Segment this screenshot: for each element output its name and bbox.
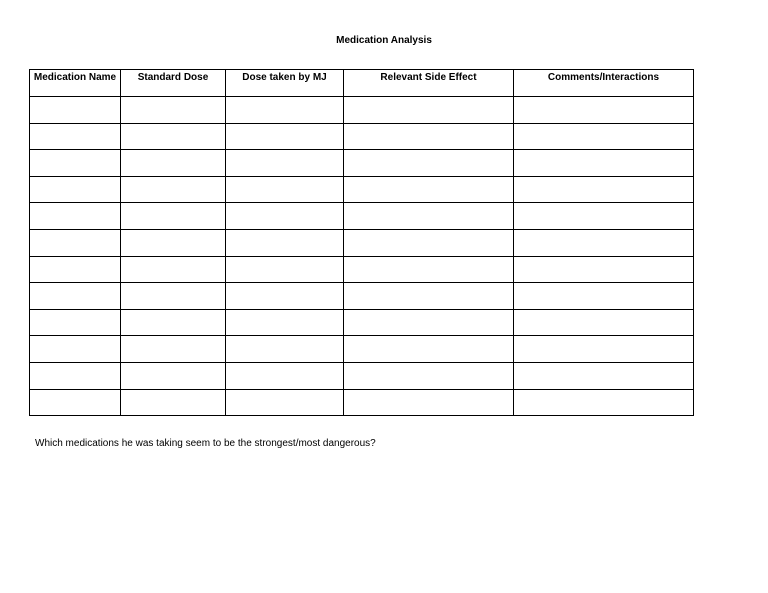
table-row (30, 203, 694, 230)
table-cell[interactable] (121, 336, 226, 363)
header-dose-taken: Dose taken by MJ (226, 70, 344, 97)
table-row (30, 256, 694, 283)
table-cell[interactable] (121, 362, 226, 389)
table-cell[interactable] (514, 362, 694, 389)
table-cell[interactable] (121, 256, 226, 283)
table-cell[interactable] (226, 123, 344, 150)
table-cell[interactable] (226, 336, 344, 363)
table-cell[interactable] (121, 389, 226, 416)
table-cell[interactable] (30, 283, 121, 310)
table-cell[interactable] (514, 150, 694, 177)
table-cell[interactable] (344, 389, 514, 416)
table-row (30, 389, 694, 416)
question-text: Which medications he was taking seem to be the strongest/most dangerous? (35, 438, 376, 449)
table-cell[interactable] (121, 176, 226, 203)
table-row (30, 97, 694, 124)
table-cell[interactable] (514, 97, 694, 124)
table-cell[interactable] (226, 150, 344, 177)
header-comments: Comments/Interactions (514, 70, 694, 97)
header-medication-name: Medication Name (30, 70, 121, 97)
table-cell[interactable] (514, 229, 694, 256)
table-cell[interactable] (226, 97, 344, 124)
table-cell[interactable] (514, 256, 694, 283)
table-row (30, 176, 694, 203)
table-header-row (30, 70, 694, 97)
table-cell[interactable] (344, 123, 514, 150)
table-cell[interactable] (121, 123, 226, 150)
table-row (30, 150, 694, 177)
table-row (30, 309, 694, 336)
table-cell[interactable] (344, 229, 514, 256)
table-cell[interactable] (30, 362, 121, 389)
table-row (30, 336, 694, 363)
table-cell[interactable] (226, 176, 344, 203)
table-cell[interactable] (30, 309, 121, 336)
table-cell[interactable] (30, 389, 121, 416)
table-row (30, 123, 694, 150)
table-cell[interactable] (344, 176, 514, 203)
table-cell[interactable] (344, 283, 514, 310)
table-cell[interactable] (226, 256, 344, 283)
table-cell[interactable] (226, 309, 344, 336)
table-cell[interactable] (344, 336, 514, 363)
table-cell[interactable] (344, 362, 514, 389)
table-cell[interactable] (226, 203, 344, 230)
table-cell[interactable] (514, 389, 694, 416)
table-cell[interactable] (121, 283, 226, 310)
table-cell[interactable] (514, 309, 694, 336)
table-cell[interactable] (344, 97, 514, 124)
table-cell[interactable] (226, 362, 344, 389)
table-cell[interactable] (121, 150, 226, 177)
table-row (30, 362, 694, 389)
table-cell[interactable] (514, 203, 694, 230)
table-cell[interactable] (30, 123, 121, 150)
header-standard-dose: Standard Dose (121, 70, 226, 97)
table-cell[interactable] (226, 389, 344, 416)
table-cell[interactable] (30, 97, 121, 124)
table-cell[interactable] (121, 97, 226, 124)
table-cell[interactable] (121, 203, 226, 230)
table-row (30, 283, 694, 310)
table-cell[interactable] (30, 203, 121, 230)
document-title: Medication Analysis (336, 35, 432, 46)
table-cell[interactable] (30, 229, 121, 256)
table-cell[interactable] (344, 309, 514, 336)
table-cell[interactable] (226, 283, 344, 310)
table-cell[interactable] (344, 256, 514, 283)
table-cell[interactable] (30, 256, 121, 283)
table-cell[interactable] (514, 123, 694, 150)
table-cell[interactable] (514, 336, 694, 363)
table-row (30, 229, 694, 256)
table-cell[interactable] (121, 229, 226, 256)
table-cell[interactable] (30, 176, 121, 203)
table-cell[interactable] (226, 229, 344, 256)
table-cell[interactable] (30, 150, 121, 177)
table-cell[interactable] (30, 336, 121, 363)
table-body (30, 97, 694, 416)
table-cell[interactable] (344, 203, 514, 230)
header-side-effect: Relevant Side Effect (344, 70, 514, 97)
table-cell[interactable] (344, 150, 514, 177)
medication-table (29, 69, 694, 416)
table-cell[interactable] (121, 309, 226, 336)
table-cell[interactable] (514, 283, 694, 310)
table-cell[interactable] (514, 176, 694, 203)
